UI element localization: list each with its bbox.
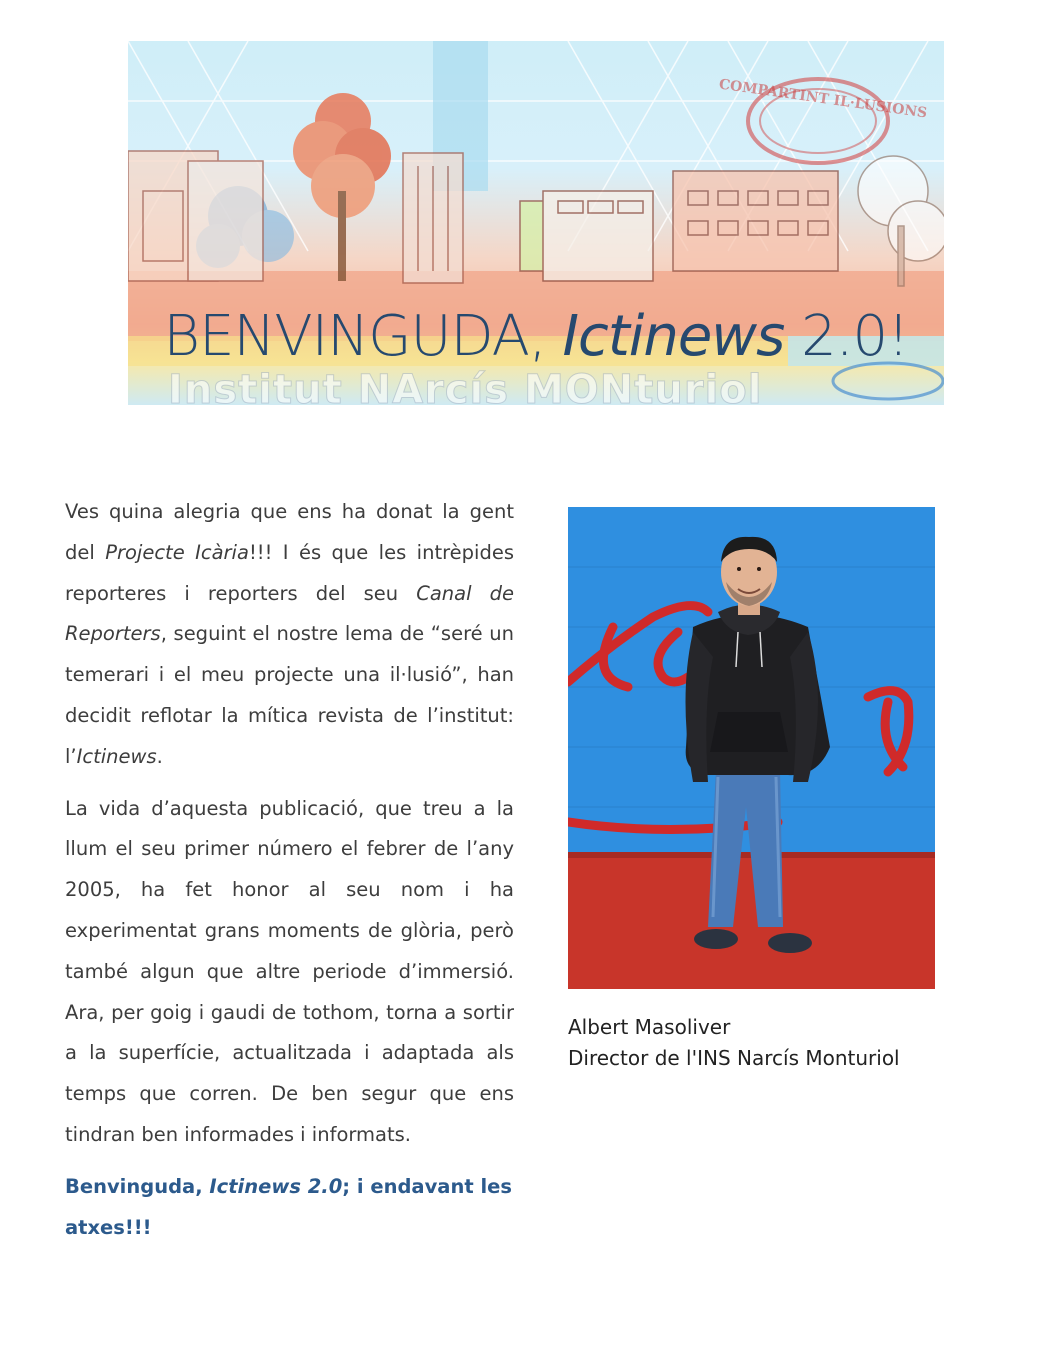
paragraph-history: La vida d’aquesta publicació, que treu a la llum el seu primer número el febrer de l’any 2005, ha fet honor al seu nom i ha experimentat grans moments de glòria, però també algun que altre periode d’immersió. Ara, per goig i gaudi de tothom, torna a sortir a la superfície, actualitzada i adaptada als temps que corren. De ben segur que ens tindran ben informades i informats. [65, 796, 514, 1146]
closing-magazine-name: Ictinews 2.0 [209, 1174, 343, 1198]
caption-role: Director de l'INS Narcís Monturiol [568, 1046, 900, 1070]
p1-text-c: !!! I és que les intrèpides reporteres i reporters del seu [65, 540, 515, 605]
closing-text-c: ; i endavant les atxes!!! [65, 1174, 512, 1239]
article-body [65, 492, 514, 1259]
caption-name: Albert Masoliver [568, 1015, 731, 1039]
director-photo [568, 507, 935, 989]
school-name-watermark: Institut NArcís MONturiol [168, 367, 763, 405]
p1-text-a: Ves quina alegria que ens ha donat la gent del [65, 500, 514, 564]
stamp-text: COMPARTINT IL·LUSIONS [717, 76, 929, 122]
p1-text-e: , seguint el nostre lema de “seré un temerari i el meu projecte una il·lusió”, han decidit reflotar la mítica revista de l’institut: l’ [65, 622, 514, 768]
closing-text-a: Benvinguda, [65, 1174, 210, 1198]
title-italic: Ictinews [562, 304, 785, 369]
page-title [128, 304, 944, 369]
closing-line [65, 1167, 514, 1249]
header-banner [128, 41, 944, 405]
p1-project-name: Projecte Icària [105, 540, 249, 564]
portrait-image [568, 507, 935, 989]
title-main: BENVINGUDA, [163, 304, 563, 369]
p1-text-g: . [156, 744, 163, 768]
p1-magazine-name: Ictinews [76, 744, 157, 768]
photo-caption [568, 1012, 900, 1074]
p1-channel-name: Canal de Reporters [65, 581, 514, 646]
paragraph-intro [65, 492, 514, 778]
title-end: 2.0! [784, 304, 909, 369]
